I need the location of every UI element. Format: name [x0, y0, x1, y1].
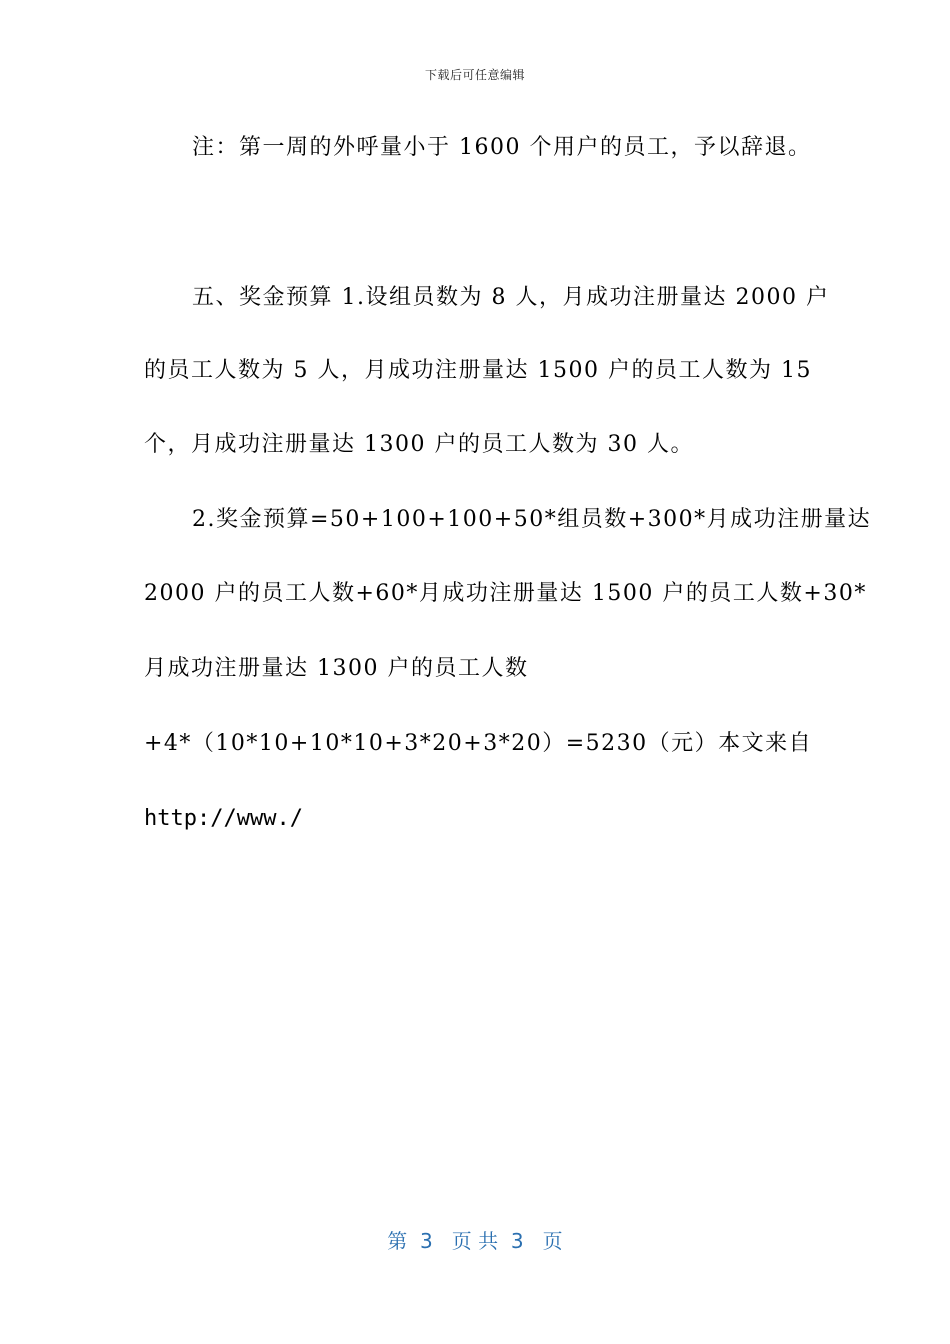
page-header: 下载后可任意编辑	[424, 68, 525, 82]
note-line: 注：第一周的外呼量小于 1600 个用户的员工，予以辞退。	[192, 135, 812, 160]
budget-formula-line-3: 月成功注册量达 1300 户的员工人数	[144, 656, 529, 681]
source-url: http://www./	[144, 806, 303, 831]
budget-formula-line-1: 2.奖金预算=50+100+100+50*组员数+300*月成功注册量达	[192, 507, 872, 532]
section-five-line-3: 个，月成功注册量达 1300 户的员工人数为 30 人。	[144, 432, 694, 457]
section-five-line-1: 五、奖金预算 1.设组员数为 8 人，月成功注册量达 2000 户	[192, 285, 830, 310]
page-footer: 第 3 页 共 3 页	[387, 1229, 563, 1253]
section-five-line-2: 的员工人数为 5 人，月成功注册量达 1500 户的员工人数为 15	[144, 358, 812, 383]
budget-formula-line-4: +4*（10*10+10*10+3*20+3*20）=5230（元）本文来自	[144, 731, 813, 756]
budget-formula-line-2: 2000 户的员工人数+60*月成功注册量达 1500 户的员工人数+30*	[144, 581, 867, 606]
